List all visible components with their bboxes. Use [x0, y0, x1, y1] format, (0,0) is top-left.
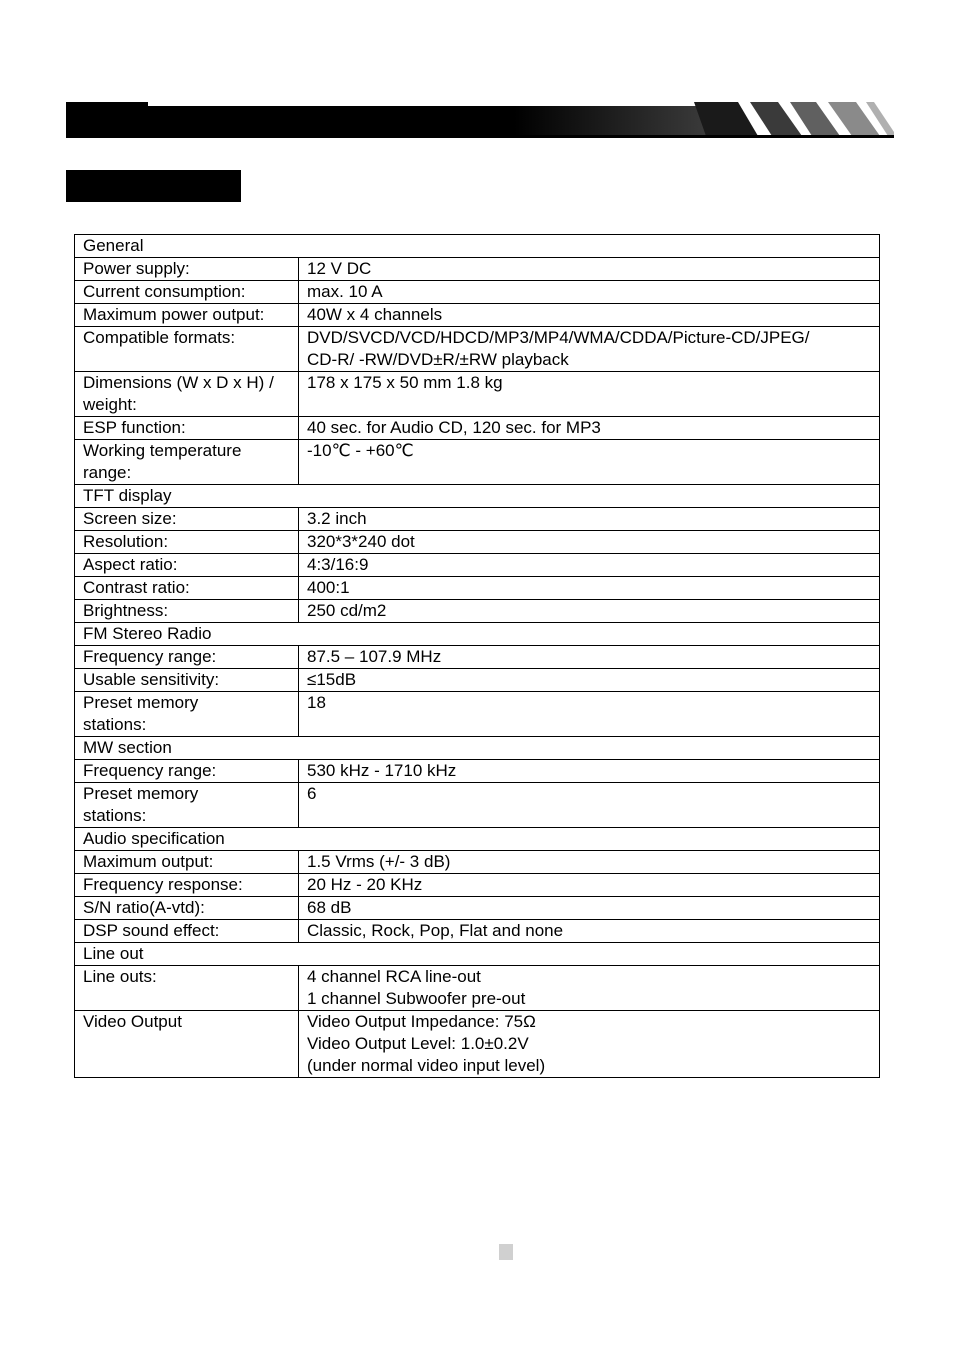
section-header-row [75, 737, 880, 760]
section-header-row [75, 623, 880, 646]
spec-label: Frequency range: [75, 760, 299, 783]
spec-value: -10℃ - +60℃ [299, 440, 880, 485]
spec-value: max. 10 A [299, 281, 880, 304]
spec-label: Frequency response: [75, 874, 299, 897]
specifications-table [74, 234, 880, 1078]
spec-label: Contrast ratio: [75, 577, 299, 600]
section-header-row [75, 485, 880, 508]
spec-value: 6 [299, 783, 880, 828]
table-row [75, 258, 880, 281]
spec-label: Aspect ratio: [75, 554, 299, 577]
spec-value: 1.5 Vrms (+/- 3 dB) [299, 851, 880, 874]
header-stripes-graphic [66, 102, 894, 138]
table-row [75, 304, 880, 327]
section-title-tab [66, 170, 241, 202]
table-row [75, 1011, 880, 1078]
section-title: MW section [75, 737, 880, 760]
spec-label: Maximum power output: [75, 304, 299, 327]
spec-value: 530 kHz - 1710 kHz [299, 760, 880, 783]
spec-label: Power supply: [75, 258, 299, 281]
section-title: Audio specification [75, 828, 880, 851]
spec-label: Brightness: [75, 600, 299, 623]
spec-label: Screen size: [75, 508, 299, 531]
spec-label: Dimensions (W x D x H) / weight: [75, 372, 299, 417]
spec-value: DVD/SVCD/VCD/HDCD/MP3/MP4/WMA/CDDA/Picture-CD/JPEG/ CD-R/ -RW/DVD±R/±RW playback [299, 327, 880, 372]
section-header-row [75, 943, 880, 966]
table-row [75, 417, 880, 440]
spec-label: Usable sensitivity: [75, 669, 299, 692]
section-title: General [75, 235, 880, 258]
section-header-row [75, 828, 880, 851]
table-row [75, 692, 880, 737]
section-title: Line out [75, 943, 880, 966]
spec-value: 4 channel RCA line-out 1 channel Subwoofer pre-out [299, 966, 880, 1011]
table-row [75, 920, 880, 943]
table-row [75, 281, 880, 304]
spec-value: 87.5 – 107.9 MHz [299, 646, 880, 669]
spec-value: 18 [299, 692, 880, 737]
spec-label: Line outs: [75, 966, 299, 1011]
spec-value: 4:3/16:9 [299, 554, 880, 577]
section-title: FM Stereo Radio [75, 623, 880, 646]
table-row [75, 327, 880, 372]
spec-label: DSP sound effect: [75, 920, 299, 943]
spec-value: 400:1 [299, 577, 880, 600]
spec-value: 20 Hz - 20 KHz [299, 874, 880, 897]
section-header-row [75, 235, 880, 258]
spec-label: Compatible formats: [75, 327, 299, 372]
table-row [75, 531, 880, 554]
table-row [75, 646, 880, 669]
table-row [75, 669, 880, 692]
table-row [75, 874, 880, 897]
table-row [75, 851, 880, 874]
section-title: TFT display [75, 485, 880, 508]
spec-value: 40 sec. for Audio CD, 120 sec. for MP3 [299, 417, 880, 440]
spec-value: Video Output Impedance: 75Ω Video Output Level: 1.0±0.2V (under normal video input level) [299, 1011, 880, 1078]
table-row [75, 897, 880, 920]
page-number-marker [499, 1244, 513, 1260]
spec-label: ESP function: [75, 417, 299, 440]
table-row [75, 372, 880, 417]
spec-value: ≤15dB [299, 669, 880, 692]
table-row [75, 554, 880, 577]
table-row [75, 760, 880, 783]
spec-label: S/N ratio(A-vtd): [75, 897, 299, 920]
spec-label: Resolution: [75, 531, 299, 554]
table-row [75, 508, 880, 531]
table-row [75, 440, 880, 485]
spec-label: Video Output [75, 1011, 299, 1078]
spec-value: Classic, Rock, Pop, Flat and none [299, 920, 880, 943]
header-banner [66, 102, 894, 138]
spec-value: 12 V DC [299, 258, 880, 281]
spec-value: 68 dB [299, 897, 880, 920]
spec-value: 40W x 4 channels [299, 304, 880, 327]
spec-label: Maximum output: [75, 851, 299, 874]
table-row [75, 966, 880, 1011]
spec-label: Preset memory stations: [75, 783, 299, 828]
spec-label: Frequency range: [75, 646, 299, 669]
spec-label: Working temperature range: [75, 440, 299, 485]
spec-value: 3.2 inch [299, 508, 880, 531]
table-row [75, 783, 880, 828]
spec-label: Current consumption: [75, 281, 299, 304]
table-row [75, 577, 880, 600]
spec-value: 320*3*240 dot [299, 531, 880, 554]
spec-value: 250 cd/m2 [299, 600, 880, 623]
table-row [75, 600, 880, 623]
spec-value: 178 x 175 x 50 mm 1.8 kg [299, 372, 880, 417]
spec-label: Preset memory stations: [75, 692, 299, 737]
